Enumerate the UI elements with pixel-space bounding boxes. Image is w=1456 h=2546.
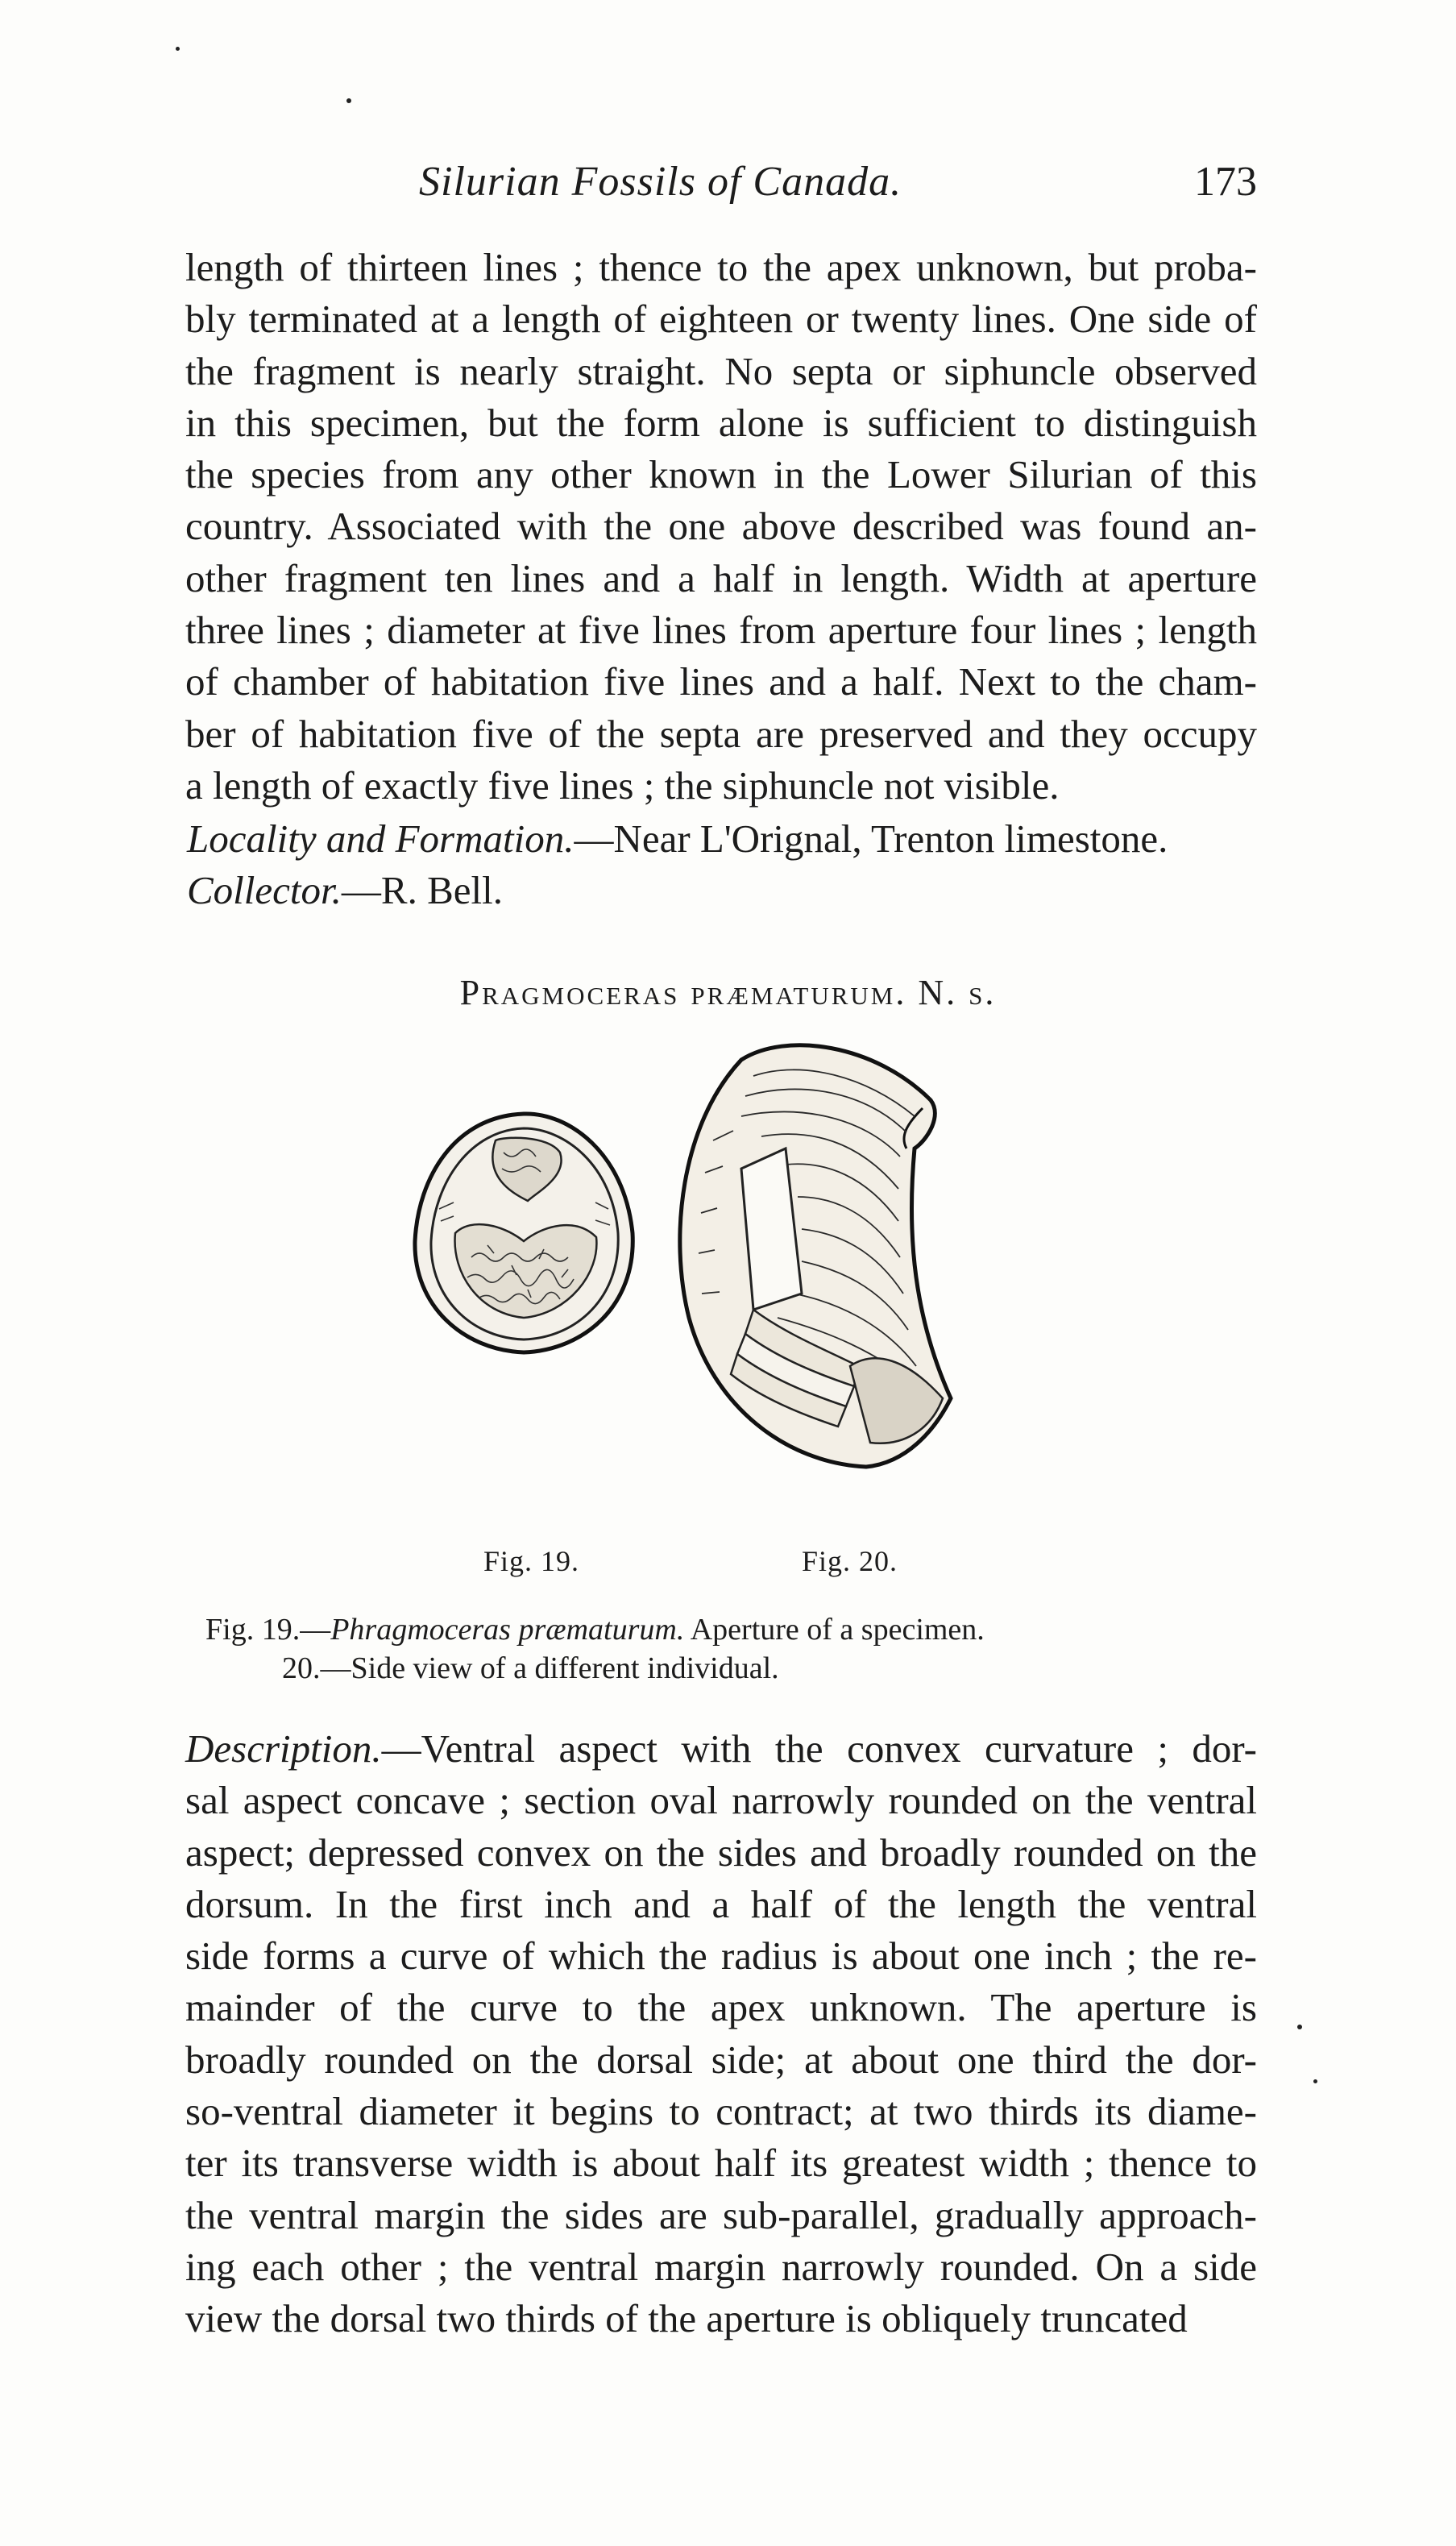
- text-line: other fragment ten lines and a half in length. Width at aperture: [185, 555, 1257, 600]
- ink-speck: [1297, 2025, 1302, 2029]
- locality-line: [187, 816, 1168, 862]
- fig20-illustration: [665, 1028, 971, 1479]
- locality-label: Locality and Formation.: [187, 816, 575, 861]
- text-line: the ventral margin the sides are sub-parallel, gradually approach-: [185, 2192, 1257, 2237]
- caption-prefix: Fig. 19.—: [205, 1613, 331, 1647]
- text-line: country. Associated with the one above described was found an-: [185, 504, 1257, 549]
- fig20-label: Fig. 20.: [802, 1545, 898, 1577]
- ink-speck: [176, 47, 180, 51]
- caption-rest: Aperture of a specimen.: [684, 1613, 985, 1647]
- text-line: sal aspect concave ; section oval narrowly rounded on the ventral: [185, 1778, 1257, 1823]
- figure-caption-line1: [205, 1612, 985, 1647]
- text-line: the species from any other known in the Lower Silurian of this: [185, 452, 1257, 497]
- text-line: of chamber of habitation five lines and a half. Next to the cham-: [185, 659, 1257, 704]
- collector-line: [187, 867, 503, 913]
- text-line: so-ventral diameter it begins to contract; at two thirds its diame-: [185, 2089, 1257, 2134]
- species-heading: Pragmoceras præmaturum. N. s.: [459, 973, 997, 1012]
- text-line: mainder of the curve to the apex unknown. The aperture is: [185, 1985, 1257, 2030]
- running-title: Silurian Fossils of Canada.: [419, 159, 902, 205]
- text-line: side forms a curve of which the radius is about one inch ; the re-: [185, 1933, 1257, 1979]
- text-line: bly terminated at a length of eighteen or twenty lines. One side of: [185, 297, 1257, 342]
- ink-speck: [1313, 2079, 1317, 2083]
- page-header: [185, 158, 1257, 214]
- figure-caption-line2: 20.—Side view of a different individual.: [282, 1651, 779, 1685]
- text-line: dorsum. In the first inch and a half of the length the ventral: [185, 1881, 1257, 1926]
- text-line: three lines ; diameter at five lines from aperture four lines ; length: [185, 608, 1257, 653]
- text-line: ber of habitation five of the septa are preserved and they occupy: [185, 711, 1257, 756]
- text-line: broadly rounded on the dorsal side; at about one third the dor-: [185, 2037, 1257, 2082]
- description-label: Description.: [185, 1726, 382, 1771]
- text-line: ing each other ; the ventral margin narrowly rounded. On a side: [185, 2244, 1257, 2289]
- text-line: view the dorsal two thirds of the aperture is obliquely truncated: [185, 2296, 1188, 2341]
- text-line: length of thirteen lines ; thence to the apex unknown, but proba-: [185, 245, 1257, 289]
- ink-speck: [346, 98, 351, 103]
- text-line: Description.—Ventral aspect with the convex curvature ; dor-: [185, 1726, 1257, 1771]
- text-line: the fragment is nearly straight. No septa or siphuncle observed: [185, 348, 1257, 393]
- collector-text: —R. Bell.: [341, 868, 504, 912]
- caption-species: Phragmoceras præmaturum.: [330, 1613, 685, 1647]
- text-line: a length of exactly five lines ; the siphuncle not visible.: [185, 762, 1060, 808]
- text-line: aspect; depressed convex on the sides and broadly rounded on the: [185, 1830, 1257, 1875]
- page-number: 173: [1194, 159, 1257, 205]
- intro-paragraph: [185, 242, 1257, 812]
- text-line: ter its transverse width is about half its greatest width ; thence to: [185, 2141, 1257, 2186]
- text-line: in this specimen, but the form alone is sufficient to distinguish: [185, 400, 1257, 445]
- description-paragraph: [185, 1723, 1257, 2345]
- locality-text: —Near L'Orignal, Trenton limestone.: [574, 816, 1168, 861]
- fig19-label: Fig. 19.: [483, 1545, 580, 1577]
- fig19-illustration: [407, 1104, 641, 1362]
- collector-label: Collector.: [187, 868, 342, 912]
